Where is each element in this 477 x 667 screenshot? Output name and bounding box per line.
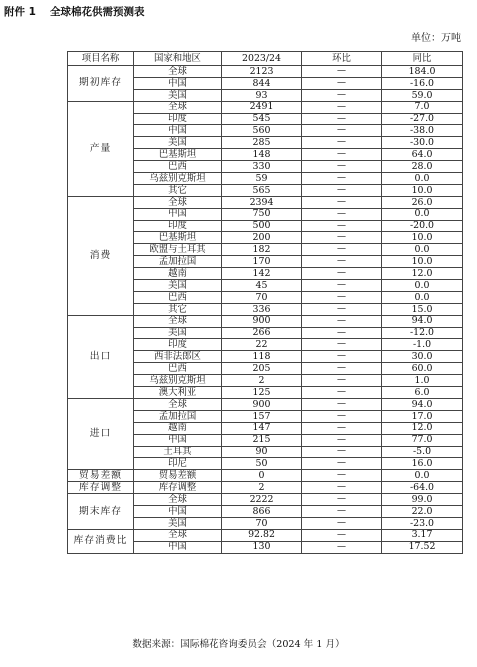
region-cell: 美国 (134, 327, 222, 339)
region-cell: 中国 (134, 77, 222, 89)
mom-cell: — (302, 208, 382, 220)
region-cell: 越南 (134, 422, 222, 434)
yoy-cell: -38.0 (382, 125, 463, 137)
region-cell: 中国 (134, 541, 222, 553)
mom-cell: — (302, 101, 382, 113)
value-cell: 200 (222, 232, 302, 244)
yoy-cell: -23.0 (382, 517, 463, 529)
region-cell: 澳大利亚 (134, 387, 222, 399)
value-cell: 844 (222, 77, 302, 89)
yoy-cell: 0.0 (382, 173, 463, 185)
value-cell: 90 (222, 446, 302, 458)
region-cell: 孟加拉国 (134, 256, 222, 268)
value-cell: 2 (222, 482, 302, 494)
mom-cell: — (302, 422, 382, 434)
header-mom: 环比 (302, 52, 382, 66)
mom-cell: — (302, 280, 382, 292)
mom-cell: — (302, 113, 382, 125)
title-text: 全球棉花供需预测表 (49, 6, 145, 18)
yoy-cell: 64.0 (382, 149, 463, 161)
yoy-cell: 12.0 (382, 268, 463, 280)
value-cell: 565 (222, 184, 302, 196)
yoy-cell: 17.0 (382, 410, 463, 422)
value-cell: 205 (222, 363, 302, 375)
region-cell: 巴西 (134, 291, 222, 303)
region-cell: 全球 (134, 398, 222, 410)
value-cell: 125 (222, 387, 302, 399)
group-name-cell: 期末库存 (68, 494, 134, 530)
group-name-cell: 库存消费比 (68, 529, 134, 553)
mom-cell: — (302, 482, 382, 494)
region-cell: 印度 (134, 220, 222, 232)
region-cell: 土耳其 (134, 446, 222, 458)
value-cell: 92.82 (222, 529, 302, 541)
yoy-cell: 59.0 (382, 89, 463, 101)
yoy-cell: 77.0 (382, 434, 463, 446)
value-cell: 866 (222, 505, 302, 517)
value-cell: 147 (222, 422, 302, 434)
value-cell: 545 (222, 113, 302, 125)
table-row (68, 196, 463, 208)
mom-cell: — (302, 410, 382, 422)
table-row (68, 101, 463, 113)
table-row (68, 482, 463, 494)
table-row (68, 529, 463, 541)
mom-cell: — (302, 149, 382, 161)
yoy-cell: 28.0 (382, 161, 463, 173)
table-row (68, 315, 463, 327)
region-cell: 印度 (134, 339, 222, 351)
header-year: 2023/24 (222, 52, 302, 66)
value-cell: 500 (222, 220, 302, 232)
value-cell: 0 (222, 470, 302, 482)
region-cell: 美国 (134, 517, 222, 529)
mom-cell: — (302, 470, 382, 482)
mom-cell: — (302, 220, 382, 232)
mom-cell: — (302, 339, 382, 351)
yoy-cell: 10.0 (382, 184, 463, 196)
yoy-cell: 22.0 (382, 505, 463, 517)
mom-cell: — (302, 446, 382, 458)
table-row (68, 398, 463, 410)
value-cell: 59 (222, 173, 302, 185)
yoy-cell: 16.0 (382, 458, 463, 470)
mom-cell: — (302, 351, 382, 363)
header-region: 国家和地区 (134, 52, 222, 66)
header-row (68, 52, 463, 66)
value-cell: 750 (222, 208, 302, 220)
yoy-cell: 0.0 (382, 470, 463, 482)
region-cell: 全球 (134, 494, 222, 506)
value-cell: 560 (222, 125, 302, 137)
value-cell: 2222 (222, 494, 302, 506)
table-row (68, 66, 463, 78)
value-cell: 330 (222, 161, 302, 173)
region-cell: 美国 (134, 280, 222, 292)
yoy-cell: 60.0 (382, 363, 463, 375)
yoy-cell: 1.0 (382, 375, 463, 387)
value-cell: 70 (222, 517, 302, 529)
mom-cell: — (302, 161, 382, 173)
mom-cell: — (302, 232, 382, 244)
region-cell: 乌兹别克斯坦 (134, 375, 222, 387)
yoy-cell: 26.0 (382, 196, 463, 208)
mom-cell: — (302, 541, 382, 553)
mom-cell: — (302, 387, 382, 399)
region-cell: 美国 (134, 137, 222, 149)
region-cell: 库存调整 (134, 482, 222, 494)
value-cell: 157 (222, 410, 302, 422)
header-yoy: 同比 (382, 52, 463, 66)
yoy-cell: 94.0 (382, 315, 463, 327)
region-cell: 孟加拉国 (134, 410, 222, 422)
value-cell: 2491 (222, 101, 302, 113)
value-cell: 50 (222, 458, 302, 470)
value-cell: 118 (222, 351, 302, 363)
yoy-cell: 17.52 (382, 541, 463, 553)
value-cell: 900 (222, 398, 302, 410)
group-name-cell: 期初库存 (68, 66, 134, 102)
appendix-label: 附件 1 (4, 6, 36, 18)
mom-cell: — (302, 244, 382, 256)
yoy-cell: -20.0 (382, 220, 463, 232)
region-cell: 越南 (134, 268, 222, 280)
yoy-cell: -27.0 (382, 113, 463, 125)
mom-cell: — (302, 125, 382, 137)
mom-cell: — (302, 458, 382, 470)
mom-cell: — (302, 291, 382, 303)
value-cell: 182 (222, 244, 302, 256)
region-cell: 其它 (134, 184, 222, 196)
yoy-cell: 0.0 (382, 280, 463, 292)
mom-cell: — (302, 315, 382, 327)
yoy-cell: -5.0 (382, 446, 463, 458)
yoy-cell: -1.0 (382, 339, 463, 351)
value-cell: 2 (222, 375, 302, 387)
value-cell: 2394 (222, 196, 302, 208)
table-row (68, 494, 463, 506)
region-cell: 全球 (134, 66, 222, 78)
yoy-cell: -30.0 (382, 137, 463, 149)
region-cell: 中国 (134, 434, 222, 446)
value-cell: 215 (222, 434, 302, 446)
mom-cell: — (302, 196, 382, 208)
yoy-cell: 30.0 (382, 351, 463, 363)
mom-cell: — (302, 184, 382, 196)
region-cell: 贸易差额 (134, 470, 222, 482)
table-row (68, 470, 463, 482)
group-name-cell: 库存调整 (68, 482, 134, 494)
mom-cell: — (302, 494, 382, 506)
value-cell: 93 (222, 89, 302, 101)
region-cell: 全球 (134, 101, 222, 113)
mom-cell: — (302, 327, 382, 339)
mom-cell: — (302, 77, 382, 89)
value-cell: 130 (222, 541, 302, 553)
mom-cell: — (302, 434, 382, 446)
yoy-cell: 7.0 (382, 101, 463, 113)
region-cell: 巴西 (134, 161, 222, 173)
region-cell: 乌兹别克斯坦 (134, 173, 222, 185)
group-name-cell: 贸易差额 (68, 470, 134, 482)
data-source-note: 数据来源：国际棉花咨询委员会（2024 年 1 月） (132, 639, 345, 650)
document-title (4, 4, 144, 19)
group-name-cell: 消费 (68, 196, 134, 315)
region-cell: 中国 (134, 505, 222, 517)
value-cell: 266 (222, 327, 302, 339)
cotton-forecast-table (67, 51, 463, 554)
mom-cell: — (302, 303, 382, 315)
value-cell: 170 (222, 256, 302, 268)
yoy-cell: 12.0 (382, 422, 463, 434)
region-cell: 巴基斯坦 (134, 232, 222, 244)
mom-cell: — (302, 89, 382, 101)
mom-cell: — (302, 529, 382, 541)
value-cell: 45 (222, 280, 302, 292)
yoy-cell: 15.0 (382, 303, 463, 315)
region-cell: 中国 (134, 208, 222, 220)
yoy-cell: 6.0 (382, 387, 463, 399)
group-name-cell: 产量 (68, 101, 134, 196)
mom-cell: — (302, 256, 382, 268)
yoy-cell: -12.0 (382, 327, 463, 339)
value-cell: 285 (222, 137, 302, 149)
group-name-cell: 出口 (68, 315, 134, 398)
mom-cell: — (302, 375, 382, 387)
yoy-cell: 10.0 (382, 232, 463, 244)
region-cell: 西非法郎区 (134, 351, 222, 363)
region-cell: 印度 (134, 113, 222, 125)
region-cell: 全球 (134, 196, 222, 208)
yoy-cell: 0.0 (382, 291, 463, 303)
region-cell: 其它 (134, 303, 222, 315)
value-cell: 142 (222, 268, 302, 280)
value-cell: 22 (222, 339, 302, 351)
region-cell: 美国 (134, 89, 222, 101)
yoy-cell: 3.17 (382, 529, 463, 541)
value-cell: 148 (222, 149, 302, 161)
yoy-cell: 10.0 (382, 256, 463, 268)
value-cell: 336 (222, 303, 302, 315)
yoy-cell: -16.0 (382, 77, 463, 89)
unit-label: 单位：万吨 (411, 33, 461, 44)
region-cell: 巴西 (134, 363, 222, 375)
yoy-cell: 94.0 (382, 398, 463, 410)
yoy-cell: 184.0 (382, 66, 463, 78)
value-cell: 2123 (222, 66, 302, 78)
region-cell: 中国 (134, 125, 222, 137)
region-cell: 欧盟与土耳其 (134, 244, 222, 256)
table-body (68, 66, 463, 554)
mom-cell: — (302, 173, 382, 185)
region-cell: 印尼 (134, 458, 222, 470)
header-item: 项目名称 (68, 52, 134, 66)
region-cell: 全球 (134, 315, 222, 327)
group-name-cell: 进口 (68, 398, 134, 469)
value-cell: 900 (222, 315, 302, 327)
value-cell: 70 (222, 291, 302, 303)
region-cell: 全球 (134, 529, 222, 541)
yoy-cell: 99.0 (382, 494, 463, 506)
yoy-cell: 0.0 (382, 208, 463, 220)
mom-cell: — (302, 517, 382, 529)
mom-cell: — (302, 66, 382, 78)
mom-cell: — (302, 363, 382, 375)
mom-cell: — (302, 268, 382, 280)
yoy-cell: -64.0 (382, 482, 463, 494)
yoy-cell: 0.0 (382, 244, 463, 256)
mom-cell: — (302, 505, 382, 517)
region-cell: 巴基斯坦 (134, 149, 222, 161)
mom-cell: — (302, 398, 382, 410)
mom-cell: — (302, 137, 382, 149)
